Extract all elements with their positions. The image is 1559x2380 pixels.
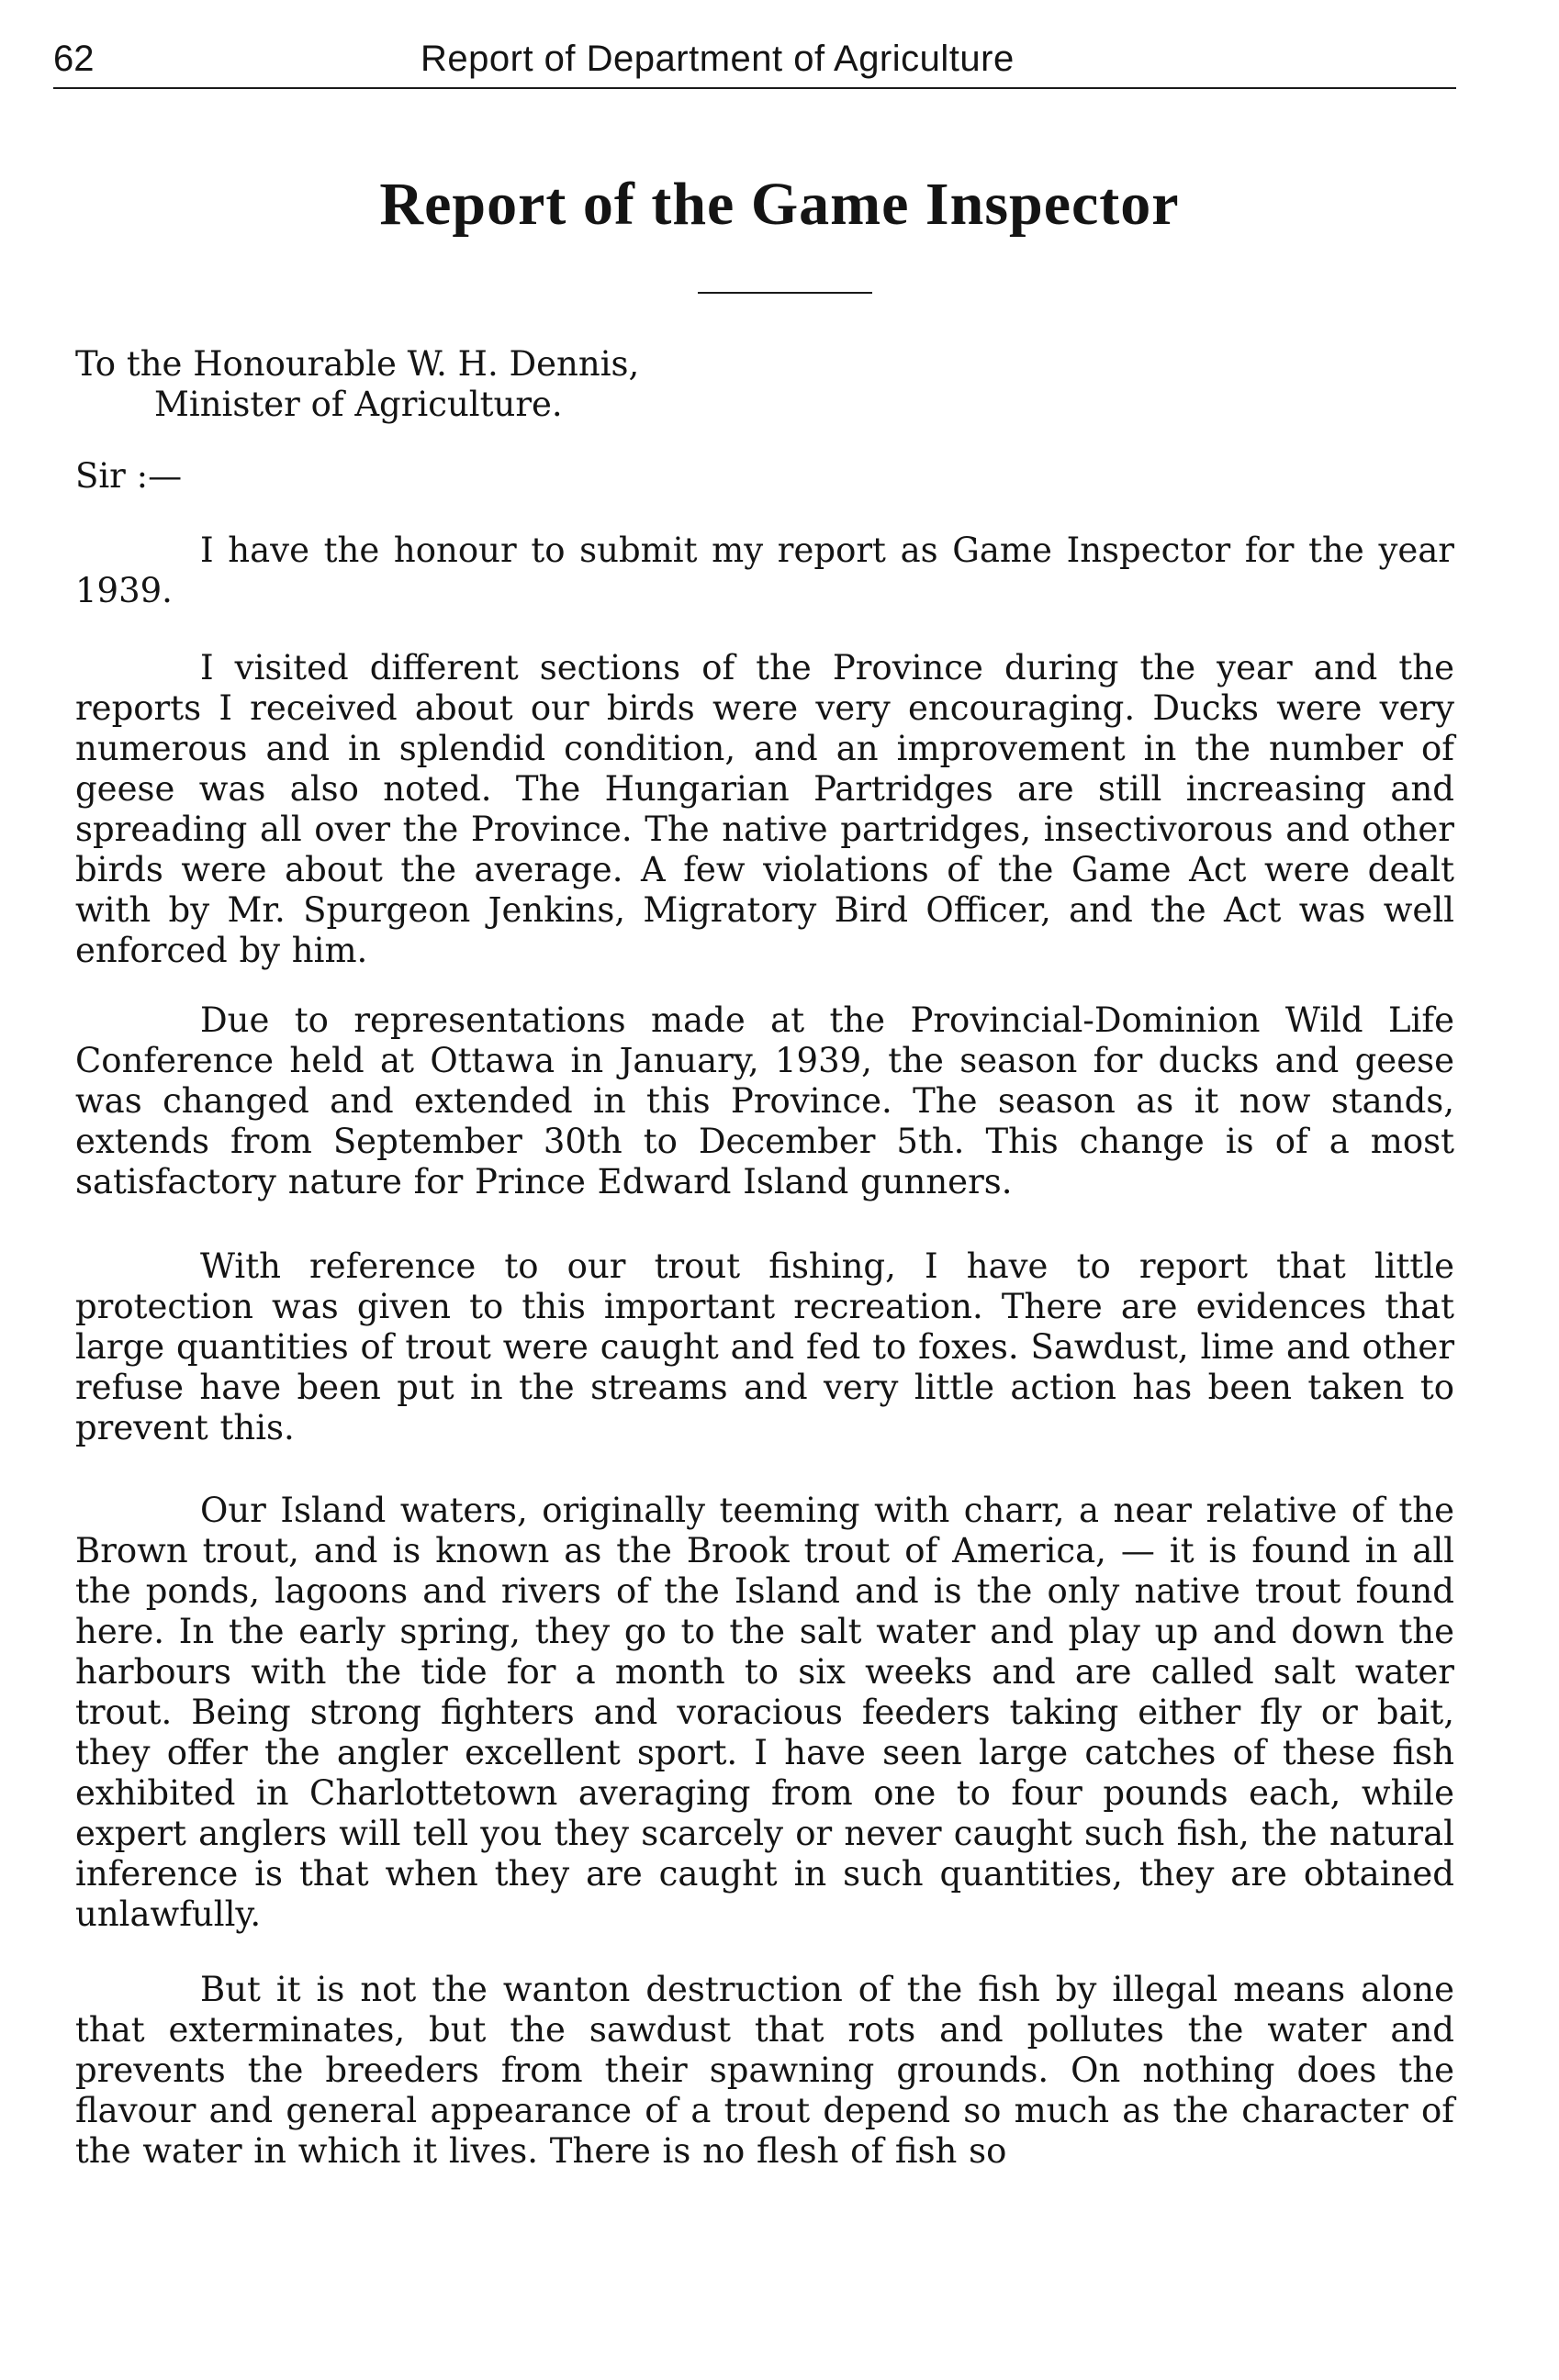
header-rule [53, 87, 1456, 89]
report-title: Report of the Game Inspector [379, 171, 1180, 238]
salutation: Sir :— [75, 456, 183, 496]
running-title: Report of Department of Agriculture [421, 39, 1015, 79]
page-header [53, 31, 1456, 86]
paragraph-5: Our Island waters, originally teeming with charr, a near relative of the Brown trout, and is known as the Brook trout of America, — it is found in all the ponds, lagoons and rivers of the Island and is the only native trout found here. In the early spring, they go to the salt water and play up and down the harbours with the tide for a month to six weeks and are called salt water trout. Being strong fighters and voracious feeders taking either fly or bait, they offer the angler excellent sport. I have seen large catches of these fish exhibited in Charlottetown averaging from one to four pounds each, while expert anglers will tell you they scarcely or never caught such fish, the natural inference is that when they are caught in such quantities, they are obtained unlawfully. [75, 1491, 1454, 1934]
addressee-line: To the Honourable W. H. Dennis, [75, 344, 640, 384]
addressee-title-line: Minister of Agriculture. [154, 385, 563, 424]
page-number: 62 [53, 39, 95, 79]
paragraph-3: Due to representations made at the Provincial-Dominion Wild Life Conference held at Ottawa in January, 1939, the season for ducks and geese was changed and extended in this Province. The season as it now stands, extends from September 30th to December 5th. This change is of a most satisfactory nature for Prince Edward Island gunners. [75, 1000, 1454, 1201]
title-rule [698, 292, 872, 294]
paragraph-2: I visited different sections of the Province during the year and the reports I received about our birds were very encouraging. Ducks were very numerous and in splendid condition, and an improvement in the number of geese was also noted. The Hungarian Partridges are still increasing and spreading all over the Province. The native partridges, insectivorous and other birds were about the average. A few violations of the Game Act were dealt with by Mr. Spurgeon Jenkins, Migratory Bird Officer, and the Act was well enforced by him. [75, 648, 1454, 970]
paragraph-1: I have the honour to submit my report as Game Inspector for the year 1939. [75, 531, 1454, 610]
paragraph-6: But it is not the wanton destruction of the fish by illegal means alone that exterminates, but the sawdust that rots and pollutes the water and prevents the breeders from their spawning grounds. On nothing does the flavour and general appearance of a trout depend so much as the character of the water in which it lives. There is no flesh of fish so [75, 1970, 1454, 2171]
paragraph-4: With reference to our trout fishing, I have to report that little protection was given to this important recreation. There are evidences that large quantities of trout were caught and fed to foxes. Sawdust, lime and other refuse have been put in the streams and very little action has been taken to prevent this. [75, 1246, 1454, 1447]
